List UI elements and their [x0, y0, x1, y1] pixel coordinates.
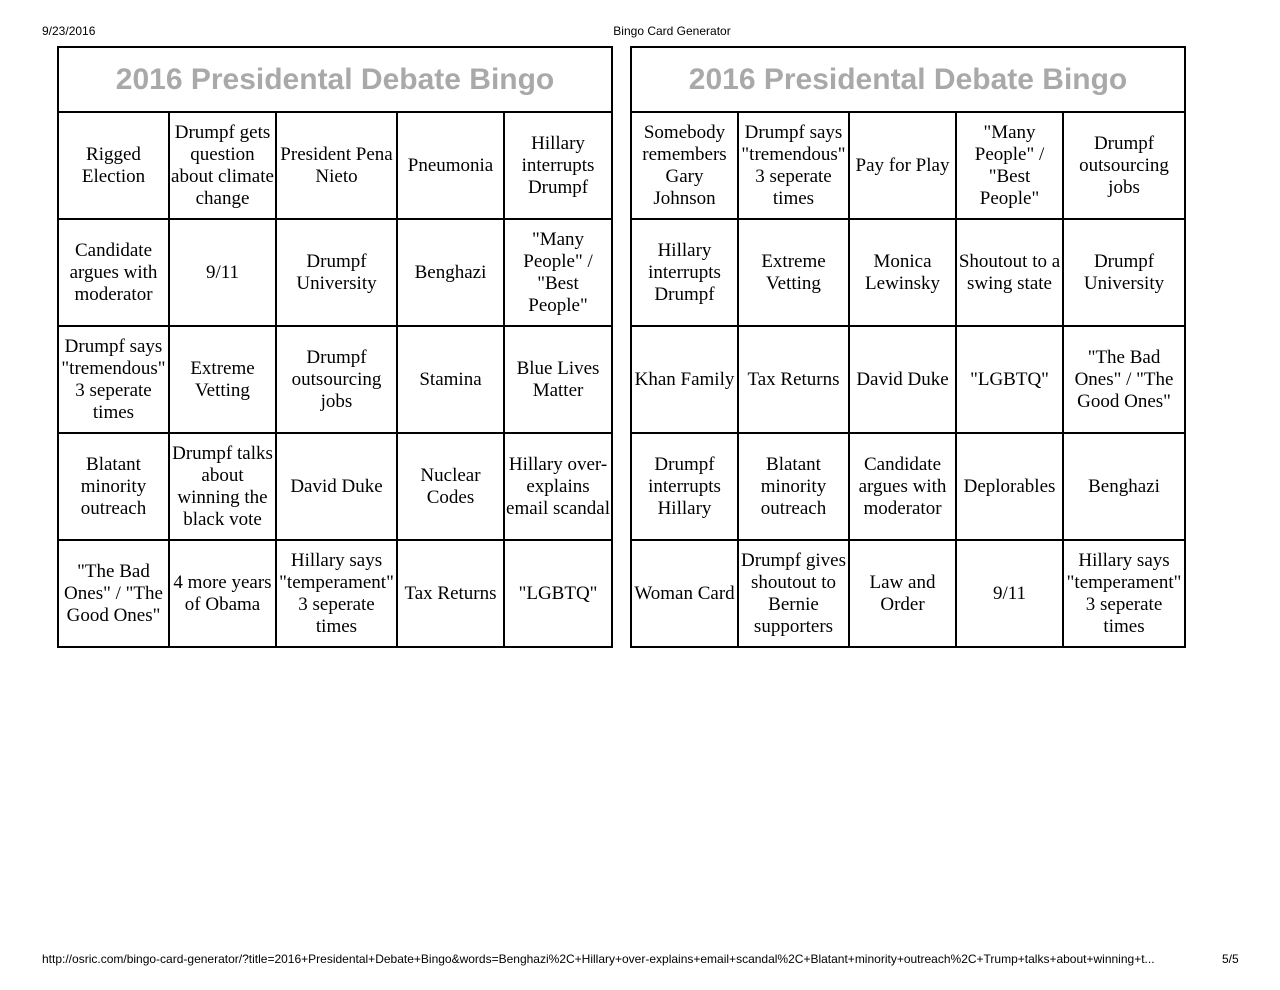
- bingo-cell: Extreme Vetting: [738, 219, 849, 326]
- bingo-cell: Benghazi: [1063, 433, 1185, 540]
- bingo-cell: Extreme Vetting: [169, 326, 276, 433]
- bingo-cell: Woman Card: [631, 540, 738, 647]
- bingo-cell: Pneumonia: [397, 112, 504, 219]
- card-row: [631, 326, 1185, 433]
- bingo-cell: Hillary interrupts Drumpf: [504, 112, 612, 219]
- bingo-cell: President Pena Nieto: [276, 112, 397, 219]
- bingo-cell: Hillary says "temperament" 3 seperate times: [1063, 540, 1185, 647]
- bingo-cell: 9/11: [169, 219, 276, 326]
- bingo-cell: Drumpf says "tremendous" 3 seperate times: [58, 326, 169, 433]
- print-url: http://osric.com/bingo-card-generator/?title=2016+Presidental+Debate+Bingo&words=Benghazi%2C+Hillary+over-explains+email+scandal%2C+Blatant+minority+outreach%2C+Trump+talks+about+winning+t...: [42, 952, 1155, 966]
- bingo-card-right: [630, 46, 1186, 648]
- bingo-cell: "Many People" / "Best People": [504, 219, 612, 326]
- bingo-cell: Drumpf University: [1063, 219, 1185, 326]
- bingo-cell: Drumpf University: [276, 219, 397, 326]
- bingo-cell: Drumpf says "tremendous" 3 seperate times: [738, 112, 849, 219]
- print-footer: [0, 950, 1280, 968]
- bingo-cell: Candidate argues with moderator: [58, 219, 169, 326]
- bingo-cell: Rigged Election: [58, 112, 169, 219]
- bingo-cell: "The Bad Ones" / "The Good Ones": [1063, 326, 1185, 433]
- card-row: [58, 219, 612, 326]
- bingo-cell: Khan Family: [631, 326, 738, 433]
- card-title: 2016 Presidental Debate Bingo: [58, 47, 612, 112]
- bingo-cell: Deplorables: [956, 433, 1063, 540]
- bingo-cell: Hillary says "temperament" 3 seperate times: [276, 540, 397, 647]
- bingo-cell: Hillary over-explains email scandal: [504, 433, 612, 540]
- bingo-cell: Candidate argues with moderator: [849, 433, 956, 540]
- bingo-cell: Pay for Play: [849, 112, 956, 219]
- bingo-cell: David Duke: [276, 433, 397, 540]
- bingo-cell: David Duke: [849, 326, 956, 433]
- card-row: [631, 540, 1185, 647]
- card-row: [58, 326, 612, 433]
- print-header: [0, 22, 1280, 40]
- bingo-cell: "LGBTQ": [504, 540, 612, 647]
- bingo-cell: Blatant minority outreach: [738, 433, 849, 540]
- bingo-cell: Benghazi: [397, 219, 504, 326]
- card-row: [631, 112, 1185, 219]
- card-row: [58, 540, 612, 647]
- bingo-cell: Drumpf talks about winning the black vote: [169, 433, 276, 540]
- bingo-cell: Monica Lewinsky: [849, 219, 956, 326]
- bingo-cell: Stamina: [397, 326, 504, 433]
- card-row: [631, 433, 1185, 540]
- bingo-cell: 9/11: [956, 540, 1063, 647]
- bingo-cell: Drumpf outsourcing jobs: [1063, 112, 1185, 219]
- bingo-cell: Nuclear Codes: [397, 433, 504, 540]
- print-date: 9/23/2016: [42, 24, 96, 38]
- bingo-cell: Drumpf gives shoutout to Bernie supporters: [738, 540, 849, 647]
- bingo-cell: "The Bad Ones" / "The Good Ones": [58, 540, 169, 647]
- bingo-cell: Hillary interrupts Drumpf: [631, 219, 738, 326]
- bingo-cell: Blatant minority outreach: [58, 433, 169, 540]
- card-title: 2016 Presidental Debate Bingo: [631, 47, 1185, 112]
- card-row: [58, 433, 612, 540]
- bingo-cell: Drumpf outsourcing jobs: [276, 326, 397, 433]
- bingo-cell: Blue Lives Matter: [504, 326, 612, 433]
- bingo-cell: Somebody remembers Gary Johnson: [631, 112, 738, 219]
- bingo-cell: Drumpf interrupts Hillary: [631, 433, 738, 540]
- bingo-cell: "LGBTQ": [956, 326, 1063, 433]
- print-title: Bingo Card Generator: [613, 24, 731, 38]
- bingo-cell: Law and Order: [849, 540, 956, 647]
- bingo-cell: Shoutout to a swing state: [956, 219, 1063, 326]
- bingo-card-left: [57, 46, 613, 648]
- card-row: [631, 219, 1185, 326]
- card-row: [58, 112, 612, 219]
- bingo-cell: Tax Returns: [738, 326, 849, 433]
- bingo-cell: "Many People" / "Best People": [956, 112, 1063, 219]
- page-number: 5/5: [1222, 952, 1239, 966]
- bingo-cell: 4 more years of Obama: [169, 540, 276, 647]
- bingo-cell: Tax Returns: [397, 540, 504, 647]
- bingo-cell: Drumpf gets question about climate change: [169, 112, 276, 219]
